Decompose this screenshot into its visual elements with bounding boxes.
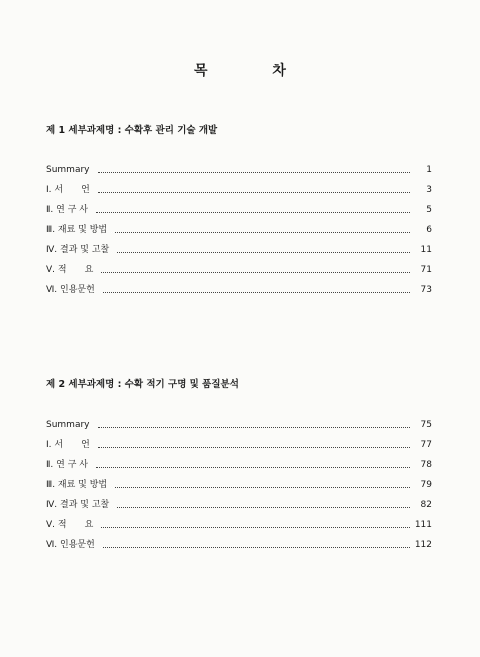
toc-entry[interactable]	[46, 418, 432, 430]
toc-entry[interactable]	[46, 243, 432, 255]
dot-leader	[98, 172, 411, 173]
toc-entry-page: 1	[426, 165, 432, 175]
toc-entry-label: Ⅵ. 인용문헌	[46, 540, 95, 550]
dot-leader	[101, 272, 410, 273]
dot-leader	[103, 292, 410, 293]
toc-entry-label: Ⅲ. 재료 및 방법	[46, 225, 108, 235]
toc-entry[interactable]	[46, 458, 432, 470]
toc-entry-page: 111	[414, 520, 432, 530]
dot-leader	[98, 427, 411, 428]
section-heading-2: 제 2 세부과제명 : 수확 적기 구명 및 품질분석	[46, 379, 239, 390]
dot-leader	[117, 252, 410, 253]
toc-entry-label: Ⅳ. 결과 및 고찰	[46, 500, 110, 510]
toc-entry[interactable]	[46, 498, 432, 510]
toc-entry[interactable]	[46, 518, 432, 530]
toc-entry-page: 11	[420, 245, 432, 255]
toc-entry-label: Ⅰ. 서 언	[46, 185, 90, 195]
dot-leader	[96, 467, 410, 468]
dot-leader	[103, 547, 410, 548]
toc-entry-label: Summary	[46, 165, 90, 175]
toc-entry[interactable]	[46, 478, 432, 490]
toc-entry-page: 73	[420, 285, 432, 295]
toc-entry-page: 71	[420, 265, 432, 275]
toc-entry-label: Summary	[46, 420, 90, 430]
toc-entry[interactable]	[46, 538, 432, 550]
toc-entry-page: 82	[420, 500, 432, 510]
toc-entry[interactable]	[46, 203, 432, 215]
page-title: 목 차	[194, 63, 316, 79]
toc-entry-page: 77	[420, 440, 432, 450]
toc-entry-label: Ⅰ. 서 언	[46, 440, 90, 450]
toc-entry-page: 75	[420, 420, 432, 430]
toc-entry-page: 112	[414, 540, 432, 550]
toc-entry-label: Ⅲ. 재료 및 방법	[46, 480, 108, 490]
toc-entry-label: Ⅱ. 연 구 사	[46, 205, 88, 215]
toc-entry-page: 3	[426, 185, 432, 195]
toc-entry[interactable]	[46, 263, 432, 275]
toc-entry[interactable]	[46, 183, 432, 195]
dot-leader	[98, 447, 410, 448]
toc-entry-label: Ⅱ. 연 구 사	[46, 460, 88, 470]
dot-leader	[98, 192, 410, 193]
toc-entry-page: 79	[420, 480, 432, 490]
toc-entry-label: Ⅳ. 결과 및 고찰	[46, 245, 110, 255]
toc-entry[interactable]	[46, 283, 432, 295]
dot-leader	[115, 232, 410, 233]
toc-entry[interactable]	[46, 438, 432, 450]
toc-entry-page: 6	[426, 225, 432, 235]
toc-entry-label: Ⅴ. 적 요	[46, 265, 94, 275]
dot-leader	[115, 487, 410, 488]
dot-leader	[117, 507, 410, 508]
toc-entry-label: Ⅴ. 적 요	[46, 520, 94, 530]
toc-entry[interactable]	[46, 223, 432, 235]
toc-entry-label: Ⅵ. 인용문헌	[46, 285, 95, 295]
dot-leader	[96, 212, 410, 213]
section-heading-1: 제 1 세부과제명 : 수확후 관리 기술 개발	[46, 125, 218, 136]
toc-entry-page: 78	[420, 460, 432, 470]
dot-leader	[101, 527, 410, 528]
toc-entry[interactable]	[46, 163, 432, 175]
toc-entry-page: 5	[426, 205, 432, 215]
